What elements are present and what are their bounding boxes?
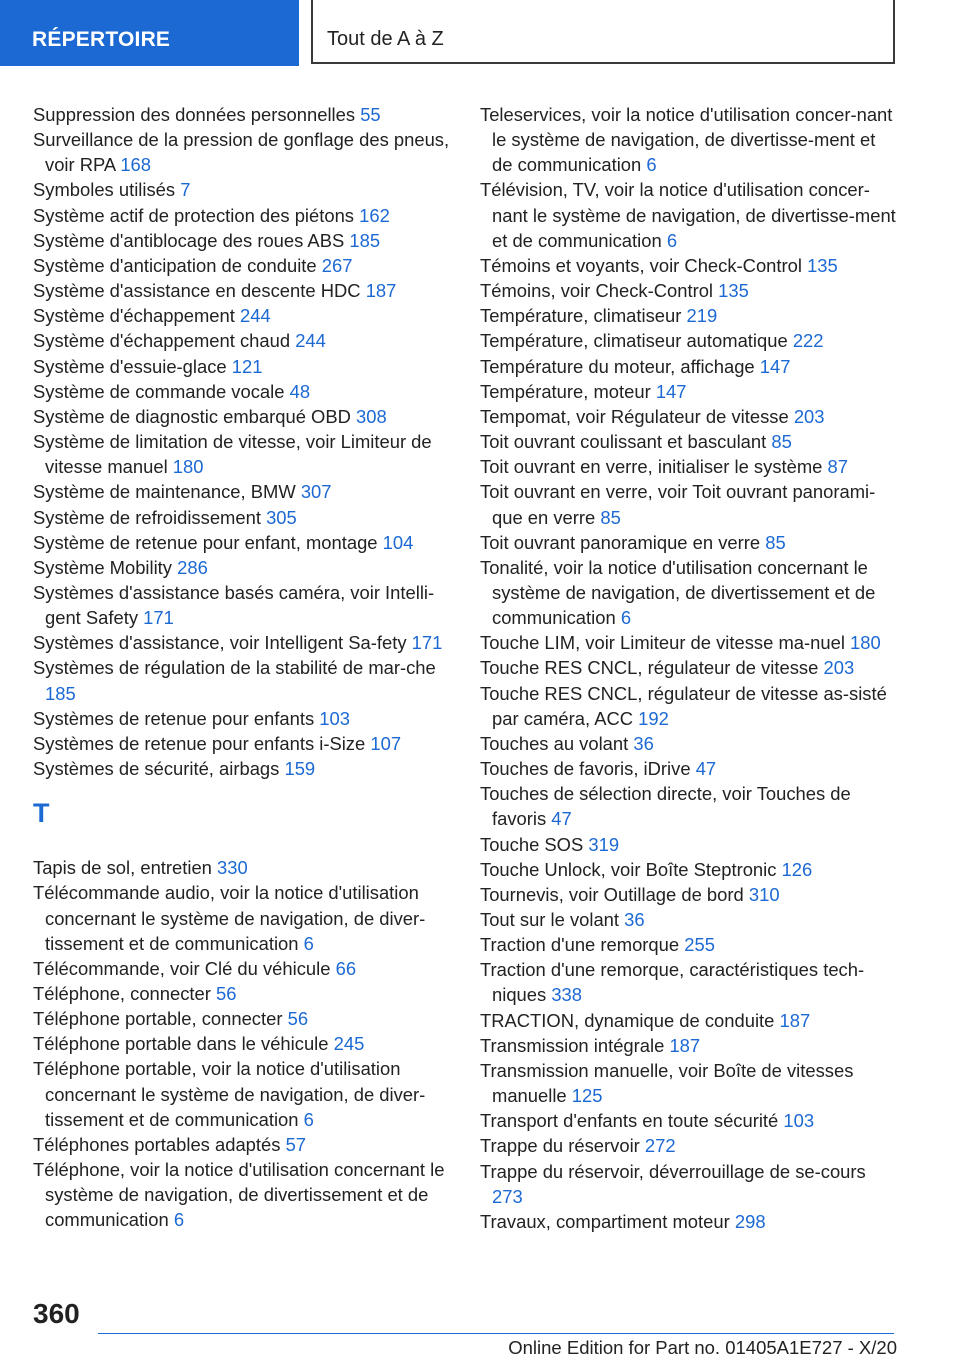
index-entry	[480, 1159, 900, 1209]
index-entry	[33, 328, 451, 353]
index-entry	[33, 880, 451, 955]
index-entry-page-link[interactable]: 244	[295, 330, 326, 352]
index-entry	[480, 454, 900, 479]
index-entry-page-link[interactable]: 104	[382, 531, 414, 553]
index-entry-page-link[interactable]: 185	[45, 682, 76, 704]
index-entry-page-link[interactable]: 273	[492, 1185, 523, 1207]
index-entry-page-link[interactable]: 310	[748, 883, 780, 905]
index-entry-text: Toit ouvrant panoramique en verre	[480, 531, 761, 553]
index-entry	[33, 177, 451, 202]
index-entry-page-link[interactable]: 55	[360, 104, 381, 125]
index-entry-text: Touches au volant	[480, 732, 629, 754]
index-entry	[480, 1133, 900, 1158]
index-entry-page-link[interactable]: 56	[287, 1008, 309, 1030]
index-entry-text: Télévision, TV, voir la notice d'utilisation concer‐nant le système de navigation, de divertisse‐ment et de communication	[480, 179, 896, 251]
index-entry	[480, 303, 900, 328]
index-entry	[480, 781, 900, 831]
index-entry-text: Système de commande vocale	[33, 380, 285, 402]
index-entry-page-link[interactable]: 147	[759, 355, 791, 377]
index-entry	[480, 429, 900, 454]
index-entry-text: Téléphone, voir la notice d'utilisation concernant le système de navigation, de divertissement et de communication	[33, 1159, 445, 1231]
index-entry-text: Systèmes de régulation de la stabilité de mar‐che	[33, 657, 436, 679]
index-entry-text: Symboles utilisés	[33, 179, 176, 201]
index-entry-page-link[interactable]: 135	[718, 280, 749, 302]
index-entry	[33, 253, 451, 278]
index-entry-text: Tapis de sol, entretien	[33, 857, 212, 879]
index-entry	[480, 253, 900, 278]
index-entry-page-link[interactable]: 244	[239, 305, 271, 327]
index-entry-text: Toit ouvrant en verre, voir Toit ouvrant panorami‐que en verre	[480, 481, 876, 528]
index-entry-page-link[interactable]: 305	[266, 506, 297, 528]
index-entry	[480, 354, 900, 379]
index-entry-text: Système d'anticipation de conduite	[33, 254, 317, 276]
index-entry-text: Systèmes de retenue pour enfants i-Size	[33, 732, 366, 754]
index-list-s	[33, 102, 451, 781]
index-entry-page-link[interactable]: 272	[644, 1135, 676, 1157]
index-entry	[480, 655, 900, 680]
index-entry-page-link[interactable]: 85	[771, 431, 792, 453]
index-entry-page-link[interactable]: 6	[173, 1209, 185, 1231]
index-entry-text: Témoins, voir Check-Control	[480, 280, 714, 302]
index-entry-text: Touche SOS	[480, 833, 584, 855]
index-entry-page-link[interactable]: 6	[646, 154, 657, 176]
index-entry-page-link[interactable]: 103	[783, 1110, 815, 1132]
index-entry-text: Surveillance de la pression de gonflage des pneus, voir RPA	[33, 129, 450, 176]
index-entry-text: Traction d'une remorque, caractéristiques tech‐niques	[480, 959, 865, 1006]
index-entry	[33, 530, 451, 555]
index-entry-page-link[interactable]: 203	[823, 657, 855, 679]
index-entry-page-link[interactable]: 87	[827, 456, 849, 478]
index-entry-text: Trappe du réservoir, déverrouillage de se‐cours	[480, 1160, 866, 1182]
index-entry	[33, 127, 451, 177]
index-entry	[33, 981, 451, 1006]
index-entry-text: Téléphone, connecter	[33, 983, 211, 1004]
index-entry-text: Système de refroidissement	[33, 506, 261, 528]
index-entry	[33, 1006, 451, 1031]
section-tab	[0, 0, 299, 66]
index-entry-page-link[interactable]: 162	[359, 204, 390, 226]
index-entry-text: Système de maintenance, BMW	[33, 481, 296, 503]
index-entry	[33, 505, 451, 530]
index-entry-text: Systèmes d'assistance basés caméra, voir Intelli‐gent Safety	[33, 581, 435, 629]
index-entry-page-link[interactable]: 56	[216, 983, 237, 1004]
index-entry	[480, 278, 900, 303]
index-entry	[480, 530, 900, 555]
index-entry-page-link[interactable]: 338	[551, 984, 583, 1006]
index-entry-page-link[interactable]: 103	[319, 707, 350, 729]
index-list-t	[33, 855, 451, 1232]
index-entry-text: Toit ouvrant en verre, initialiser le système	[480, 456, 823, 478]
index-entry	[480, 630, 900, 655]
index-entry-text: Système Mobility	[33, 556, 172, 578]
index-entry	[33, 1056, 451, 1131]
index-entry	[480, 177, 900, 252]
index-entry-page-link[interactable]: 147	[655, 380, 687, 402]
index-entry-text: Tout sur le volant	[480, 909, 620, 930]
index-entry	[33, 756, 451, 781]
index-entry-text: Témoins et voyants, voir Check-Control	[480, 254, 802, 276]
index-entry-page-link[interactable]: 126	[781, 858, 813, 880]
index-entry	[33, 379, 451, 404]
index-entry	[33, 429, 451, 479]
index-entry	[480, 404, 900, 429]
index-entry	[480, 882, 900, 907]
index-entry	[33, 731, 451, 756]
index-entry-text: Touches de sélection directe, voir Touches de favoris	[480, 783, 851, 830]
index-entry-page-link[interactable]: 180	[850, 632, 881, 654]
index-column-left	[33, 102, 451, 1233]
index-entry-text: Touche RES CNCL, régulateur de vitesse as‐sisté par caméra, ACC	[480, 682, 887, 729]
footer-text: Online Edition for Part no. 01405A1E727 - X/20	[508, 1337, 897, 1358]
index-entry	[33, 706, 451, 731]
index-entry-text: Température, climatiseur automatique	[480, 330, 788, 352]
index-entry	[33, 354, 451, 379]
index-entry-page-link[interactable]: 171	[411, 632, 443, 654]
index-entry-text: Téléphone portable dans le véhicule	[33, 1033, 329, 1055]
index-entry-page-link[interactable]: 168	[120, 154, 151, 176]
index-entry-text: Touches de favoris, iDrive	[480, 758, 691, 780]
index-entry	[33, 228, 451, 253]
index-entry-page-link[interactable]: 330	[217, 857, 248, 879]
index-list-t-continued	[480, 102, 900, 1234]
index-entry	[33, 630, 451, 655]
index-entry-text: Transmission manuelle, voir Boîte de vitesses manuelle	[480, 1059, 854, 1107]
index-entry-page-link[interactable]: 159	[284, 758, 316, 780]
index-entry-text: Traction d'une remorque	[480, 934, 680, 956]
index-entry-text: Température du moteur, affichage	[480, 355, 755, 377]
index-entry	[33, 1157, 451, 1232]
index-entry	[33, 580, 451, 630]
index-entry	[480, 957, 900, 1007]
index-entry	[33, 956, 451, 981]
index-entry	[33, 102, 451, 127]
index-entry-text: Télécommande, voir Clé du véhicule	[33, 957, 331, 979]
index-entry-text: Transport d'enfants en toute sécurité	[480, 1110, 779, 1132]
index-entry-page-link[interactable]: 187	[779, 1009, 811, 1031]
index-entry-page-link[interactable]: 187	[669, 1034, 701, 1056]
page-number: 360	[33, 1298, 80, 1329]
index-entry	[480, 379, 900, 404]
index-entry-text: Tonalité, voir la notice d'utilisation concernant le système de navigation, de divertissement et de communication	[480, 556, 876, 629]
index-entry-text: Systèmes de retenue pour enfants	[33, 707, 315, 729]
index-entry-text: Système de diagnostic embarqué OBD	[33, 405, 351, 427]
index-entry	[480, 1209, 900, 1234]
index-entry-page-link[interactable]: 6	[303, 1108, 314, 1130]
index-entry-page-link[interactable]: 222	[792, 330, 824, 352]
index-entry	[480, 932, 900, 957]
index-entry-text: Système actif de protection des piétons	[33, 204, 354, 226]
index-entry	[480, 832, 900, 857]
index-entry-page-link[interactable]: 47	[695, 758, 717, 780]
index-entry	[33, 303, 451, 328]
index-entry-text: Système d'antiblocage des roues ABS	[33, 229, 345, 251]
index-entry-page-link[interactable]: 121	[231, 355, 263, 377]
index-entry-page-link[interactable]: 107	[370, 732, 402, 754]
index-entry-page-link[interactable]: 36	[633, 732, 654, 754]
index-entry	[480, 731, 900, 756]
index-entry-page-link[interactable]: 48	[289, 380, 311, 402]
index-entry-text: Téléphones portables adaptés	[33, 1133, 281, 1155]
index-entry-text: Système d'essuie-glace	[33, 355, 227, 377]
index-entry-page-link[interactable]: 307	[300, 481, 332, 503]
index-entry-text: Systèmes de sécurité, airbags	[33, 758, 280, 780]
index-entry-page-link[interactable]: 187	[365, 280, 397, 302]
index-entry	[480, 1108, 900, 1133]
index-entry-page-link[interactable]: 57	[285, 1133, 307, 1155]
index-entry-page-link[interactable]: 7	[180, 179, 191, 201]
index-entry-page-link[interactable]: 298	[734, 1210, 766, 1232]
index-entry	[480, 857, 900, 882]
index-entry	[33, 479, 451, 504]
index-entry-page-link[interactable]: 171	[143, 607, 174, 629]
index-entry-text: TRACTION, dynamique de conduite	[480, 1009, 775, 1031]
index-entry-text: Système d'assistance en descente HDC	[33, 280, 361, 302]
index-entry-page-link[interactable]: 286	[177, 556, 208, 578]
index-entry-text: Travaux, compartiment moteur	[480, 1210, 730, 1232]
index-entry-text: Téléphone portable, connecter	[33, 1008, 283, 1030]
index-entry-page-link[interactable]: 6	[620, 607, 632, 629]
index-entry-text: Teleservices, voir la notice d'utilisation concer‐nant le système de navigation, de divertisse‐ment et de communication	[480, 104, 893, 176]
index-entry-page-link[interactable]: 203	[793, 405, 825, 427]
index-entry	[480, 1058, 900, 1108]
index-entry-page-link[interactable]: 219	[686, 305, 718, 327]
index-entry	[33, 655, 451, 705]
index-entry-page-link[interactable]: 6	[666, 229, 678, 251]
index-entry-page-link[interactable]: 185	[349, 229, 381, 251]
index-entry-text: Suppression des données personnelles	[33, 104, 356, 125]
index-entry-page-link[interactable]: 85	[765, 531, 786, 553]
index-column-right	[480, 102, 900, 1234]
index-entry-text: Température, moteur	[480, 380, 651, 402]
index-entry	[33, 555, 451, 580]
index-letter-heading: T	[33, 798, 50, 829]
index-entry-text: Système d'échappement	[33, 305, 235, 327]
index-entry	[33, 1132, 451, 1157]
index-entry-page-link[interactable]: 245	[333, 1033, 365, 1055]
index-entry-text: Système de retenue pour enfant, montage	[33, 531, 378, 553]
index-entry-text: Systèmes d'assistance, voir Intelligent Sa‐fety	[33, 632, 407, 654]
index-entry-page-link[interactable]: 180	[172, 456, 204, 478]
index-entry	[480, 555, 900, 630]
section-subtitle: Tout de A à Z	[327, 28, 444, 50]
index-entry	[33, 855, 451, 880]
section-subtitle-box	[311, 0, 895, 64]
index-entry-text: Système de limitation de vitesse, voir Limiteur de vitesse manuel	[33, 431, 432, 478]
index-entry	[480, 479, 900, 529]
index-entry	[480, 328, 900, 353]
index-entry-text: Température, climatiseur	[480, 305, 682, 327]
footer-divider	[98, 1333, 894, 1334]
index-entry-text: Télécommande audio, voir la notice d'utilisation concernant le système de navigation, de diver‐tissement et de communication	[33, 882, 426, 954]
index-entry-page-link[interactable]: 267	[321, 254, 353, 276]
index-entry	[480, 756, 900, 781]
index-entry	[480, 907, 900, 932]
index-entry	[33, 203, 451, 228]
index-entry-text: Tempomat, voir Régulateur de vitesse	[480, 405, 789, 427]
index-entry-page-link[interactable]: 6	[303, 932, 314, 954]
index-entry	[480, 681, 900, 731]
index-entry	[33, 278, 451, 303]
index-entry-page-link[interactable]: 85	[600, 506, 621, 528]
index-entry-page-link[interactable]: 66	[335, 957, 357, 979]
index-entry-text: Téléphone portable, voir la notice d'utilisation concernant le système de navigation, de diver‐tissement et de communication	[33, 1058, 426, 1130]
index-entry-text: Touche Unlock, voir Boîte Steptronic	[480, 858, 777, 880]
index-entry	[33, 404, 451, 429]
index-entry-page-link[interactable]: 47	[551, 808, 572, 830]
index-entry-text: Touche LIM, voir Limiteur de vitesse ma‐nuel	[480, 632, 845, 654]
index-entry-page-link[interactable]: 308	[356, 405, 387, 427]
index-entry-page-link[interactable]: 192	[638, 707, 669, 729]
section-title: RÉPERTOIRE	[32, 28, 171, 51]
index-entry-page-link[interactable]: 135	[807, 254, 838, 276]
index-entry-page-link[interactable]: 255	[684, 934, 715, 956]
index-entry	[480, 1033, 900, 1058]
index-entry-page-link[interactable]: 125	[571, 1085, 603, 1107]
index-entry-text: Tournevis, voir Outillage de bord	[480, 883, 744, 905]
index-entry-text: Toit ouvrant coulissant et basculant	[480, 431, 767, 453]
index-entry-text: Système d'échappement chaud	[33, 330, 291, 352]
index-entry	[480, 102, 900, 177]
index-entry-text: Transmission intégrale	[480, 1034, 665, 1056]
index-entry-text: Touche RES CNCL, régulateur de vitesse	[480, 657, 819, 679]
index-entry-page-link[interactable]: 319	[588, 833, 620, 855]
index-entry	[33, 1031, 451, 1056]
index-entry-page-link[interactable]: 36	[624, 909, 645, 930]
index-entry	[480, 1008, 900, 1033]
index-entry-text: Trappe du réservoir	[480, 1135, 640, 1157]
